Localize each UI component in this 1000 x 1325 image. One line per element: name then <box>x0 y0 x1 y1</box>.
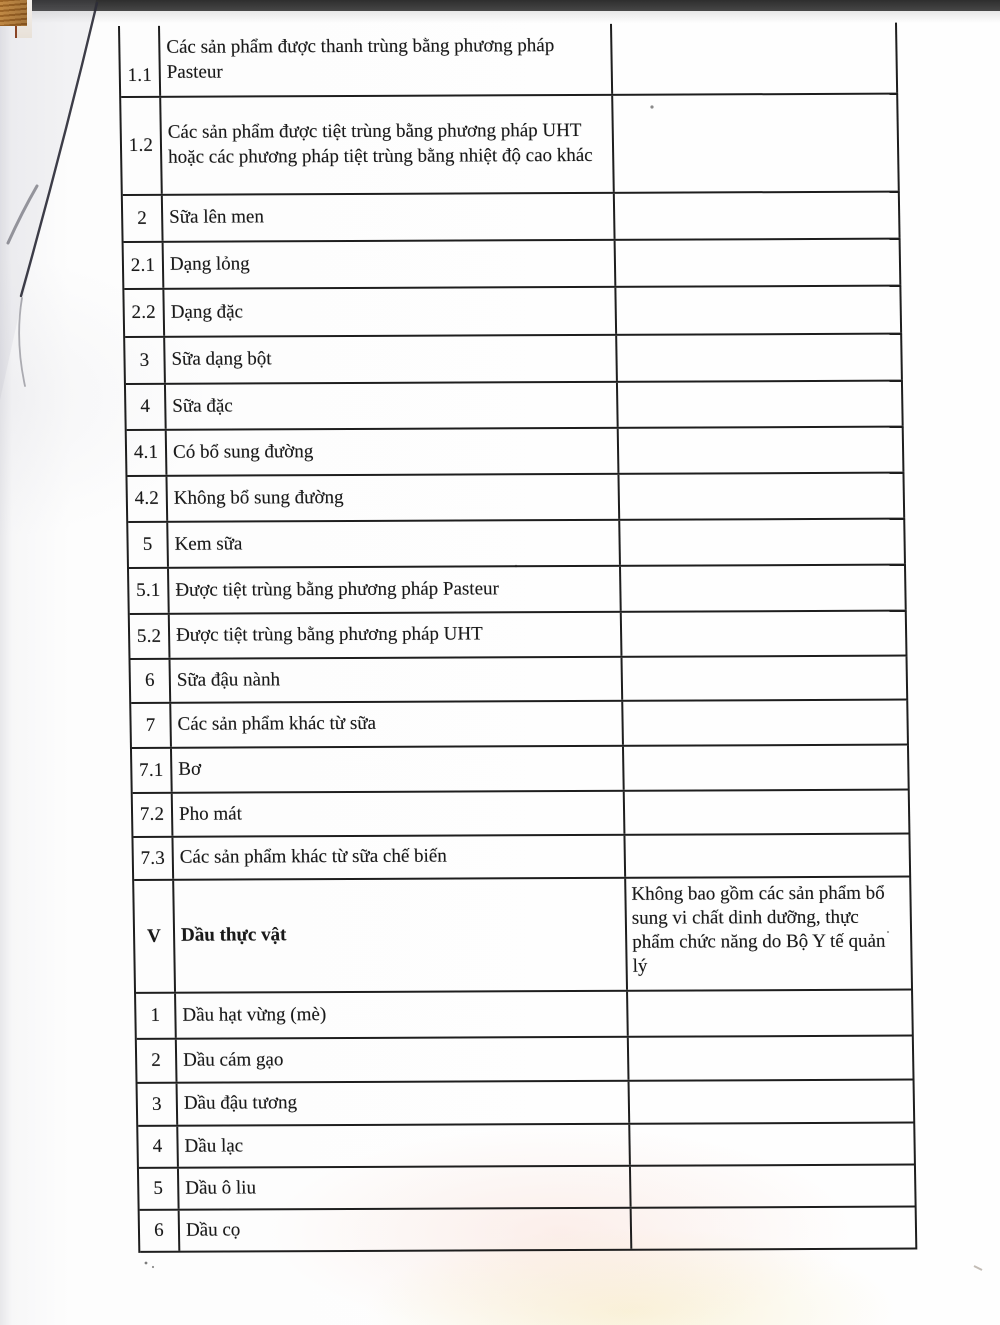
row-number-cell <box>124 243 165 288</box>
row-description-cell <box>178 1082 631 1125</box>
table-row <box>140 1208 918 1253</box>
row-number-cell <box>128 523 169 567</box>
row-description-cell <box>180 1209 633 1251</box>
row-number: 2 <box>137 207 148 229</box>
row-description-cell <box>170 613 623 658</box>
row-note-cell <box>618 382 904 427</box>
table-row <box>130 612 908 660</box>
table-row <box>128 520 906 569</box>
row-description-cell <box>172 747 625 792</box>
crease-line <box>8 186 37 243</box>
row-description-cell <box>173 836 626 879</box>
row-number-cell <box>123 196 164 241</box>
table-row <box>136 991 914 1040</box>
row-description-cell <box>177 1038 630 1082</box>
row-number: 2.1 <box>130 254 156 276</box>
row-number-cell <box>138 1084 179 1125</box>
row-note-cell <box>616 240 902 286</box>
row-description: Được tiệt trùng bằng phương pháp UHT <box>175 623 483 646</box>
row-note-cell <box>621 566 907 611</box>
row-number: 6 <box>144 669 155 691</box>
row-number: 5.2 <box>136 625 162 647</box>
row-note-cell <box>631 1166 917 1207</box>
row-number: 7.2 <box>139 803 165 825</box>
row-note-cell <box>622 612 908 656</box>
row-description: Dầu ô liu <box>185 1177 257 1199</box>
scan-scratch <box>974 1266 982 1270</box>
row-description-cell <box>173 792 626 836</box>
row-description: Có bổ sung đường <box>172 440 314 463</box>
row-number-cell <box>129 569 170 613</box>
row-number-cell <box>134 881 176 992</box>
row-number-cell <box>132 749 173 792</box>
table-row <box>120 23 898 98</box>
row-number: 2 <box>151 1049 162 1071</box>
row-number-cell <box>137 1040 178 1082</box>
row-note-cell <box>623 701 909 745</box>
row-description-cell <box>171 702 624 747</box>
row-number: 7.3 <box>140 847 166 869</box>
row-number-cell <box>127 477 168 521</box>
desk-corner-artifact <box>0 0 27 26</box>
table-row <box>133 791 911 838</box>
row-description: Dạng lỏng <box>169 253 250 275</box>
row-number-cell <box>131 704 172 747</box>
row-description-cell <box>168 521 621 567</box>
row-description-cell <box>164 241 617 288</box>
row-description-cell <box>165 336 618 383</box>
row-description: Pho mát <box>178 803 243 825</box>
row-description: Dầu hạt vừng (mè) <box>182 1003 327 1026</box>
row-number: 4 <box>152 1135 163 1157</box>
row-number-cell <box>140 1211 181 1251</box>
row-number: 2.2 <box>131 301 157 323</box>
row-number-cell <box>131 660 172 702</box>
table-row <box>127 474 905 523</box>
table-row <box>124 240 902 290</box>
row-number: 6 <box>153 1219 164 1241</box>
row-description: Sữa đặc <box>172 395 233 417</box>
row-description-cell <box>167 475 620 521</box>
row-description-cell <box>179 1167 632 1209</box>
row-note-cell <box>632 1208 918 1249</box>
table-row <box>123 193 901 243</box>
row-number: 3 <box>139 349 150 371</box>
row-description: Dầu lạc <box>184 1135 244 1157</box>
row-description: Sữa dạng bột <box>171 348 272 370</box>
row-description: Dầu đậu tương <box>183 1092 298 1114</box>
row-number: 5.1 <box>135 579 161 601</box>
scan-speck <box>152 1266 154 1268</box>
table-row <box>131 701 909 749</box>
row-note-cell <box>619 474 905 519</box>
row-description: Được tiệt trùng bằng phương pháp Pasteur <box>175 578 500 601</box>
row-number-cell <box>127 431 168 475</box>
row-note-cell <box>620 520 906 565</box>
row-description-cell <box>174 879 628 992</box>
row-description: Sữa đậu nành <box>176 668 281 691</box>
row-note-cell <box>615 193 901 239</box>
row-number-cell <box>130 615 171 658</box>
row-note-cell <box>624 746 910 790</box>
row-description: Dầu cám gạo <box>182 1048 284 1071</box>
row-description-cell <box>166 383 619 429</box>
pen-line-tail <box>19 298 25 386</box>
table-row <box>126 382 904 431</box>
row-description-cell <box>164 288 617 336</box>
row-number-cell <box>121 98 163 194</box>
row-description: Các sản phẩm khác từ sữa chế biến <box>179 845 447 868</box>
row-number: 1 <box>150 1004 161 1026</box>
table-row <box>134 878 913 994</box>
margin-shadow <box>0 0 96 400</box>
pen-line <box>21 3 97 296</box>
row-number: V <box>146 925 162 947</box>
row-number-cell <box>138 1127 179 1167</box>
row-number-cell <box>126 385 167 429</box>
row-description: Dạng đặc <box>170 301 244 323</box>
row-description: Dầu thực vật <box>180 924 287 946</box>
row-note-cell <box>625 791 911 834</box>
row-number-cell <box>120 26 161 96</box>
row-note-cell <box>623 657 909 700</box>
row-note-cell <box>626 878 913 990</box>
row-number: 4 <box>140 395 151 417</box>
row-number-cell <box>133 838 174 879</box>
row-number: 1.1 <box>127 64 153 86</box>
table-row <box>124 287 902 338</box>
product-category-table <box>118 23 917 1253</box>
table-row <box>138 1081 916 1127</box>
scan-speck <box>145 1262 148 1265</box>
row-description-cell <box>160 24 613 96</box>
row-description: Không bổ sung đường <box>173 486 344 509</box>
row-description-cell <box>171 658 624 702</box>
row-description-cell <box>169 567 622 613</box>
row-number: 5 <box>153 1177 164 1199</box>
table-row <box>133 835 911 881</box>
row-number-cell <box>133 794 174 836</box>
row-number-cell <box>139 1169 180 1209</box>
table-row <box>138 1124 916 1169</box>
table-row <box>125 335 903 385</box>
row-description: Các sản phẩm được thanh trùng bằng phương pháp Pasteur <box>166 35 555 83</box>
row-description-cell <box>161 96 615 194</box>
row-description: Dầu cọ <box>185 1219 241 1241</box>
table-row <box>139 1166 917 1211</box>
row-number: 7 <box>145 714 156 736</box>
row-description: Các sản phẩm khác từ sữa <box>177 713 377 735</box>
row-number: 4.2 <box>134 487 160 509</box>
row-note-cell <box>613 95 900 192</box>
row-description-cell <box>167 429 620 475</box>
row-note-cell <box>628 991 914 1036</box>
row-note-cell <box>616 287 902 334</box>
row-note: Không bao gồm các sản phẩm bổ sung vi chất dinh dưỡng, thực phẩm chức năng do Bộ Y tế quản lý <box>631 882 886 977</box>
row-note-cell <box>630 1124 916 1165</box>
row-description: Bơ <box>178 758 202 780</box>
table-row <box>137 1037 915 1084</box>
row-number-cell <box>125 338 166 383</box>
row-number-cell <box>124 290 165 336</box>
table-row <box>129 566 907 615</box>
row-number: 3 <box>151 1093 162 1115</box>
row-description: Kem sữa <box>174 533 243 555</box>
row-note-cell <box>630 1081 916 1123</box>
row-description: Sữa lên men <box>169 206 265 228</box>
table-row <box>132 746 910 794</box>
row-note-cell <box>619 428 905 473</box>
row-description-cell <box>163 194 616 241</box>
row-number: 4.1 <box>133 441 159 463</box>
table-row <box>127 428 905 477</box>
row-description-cell <box>178 1125 631 1167</box>
row-description: Các sản phẩm được tiệt trùng bằng phương pháp UHT hoặc các phương pháp tiệt trùng bằng nhiệt độ cao khác <box>167 120 593 168</box>
row-number-cell <box>136 994 177 1038</box>
row-number: 7.1 <box>138 759 164 781</box>
row-note-cell <box>612 23 898 94</box>
row-note-cell <box>617 335 903 381</box>
row-number: 1.2 <box>128 134 154 156</box>
row-note-cell <box>625 835 911 877</box>
row-note-cell <box>629 1037 915 1080</box>
row-description-cell <box>176 992 629 1038</box>
table-row <box>131 657 909 704</box>
table-row <box>121 95 900 196</box>
scanner-edge-bar <box>0 0 1000 11</box>
row-number: 5 <box>142 533 153 555</box>
